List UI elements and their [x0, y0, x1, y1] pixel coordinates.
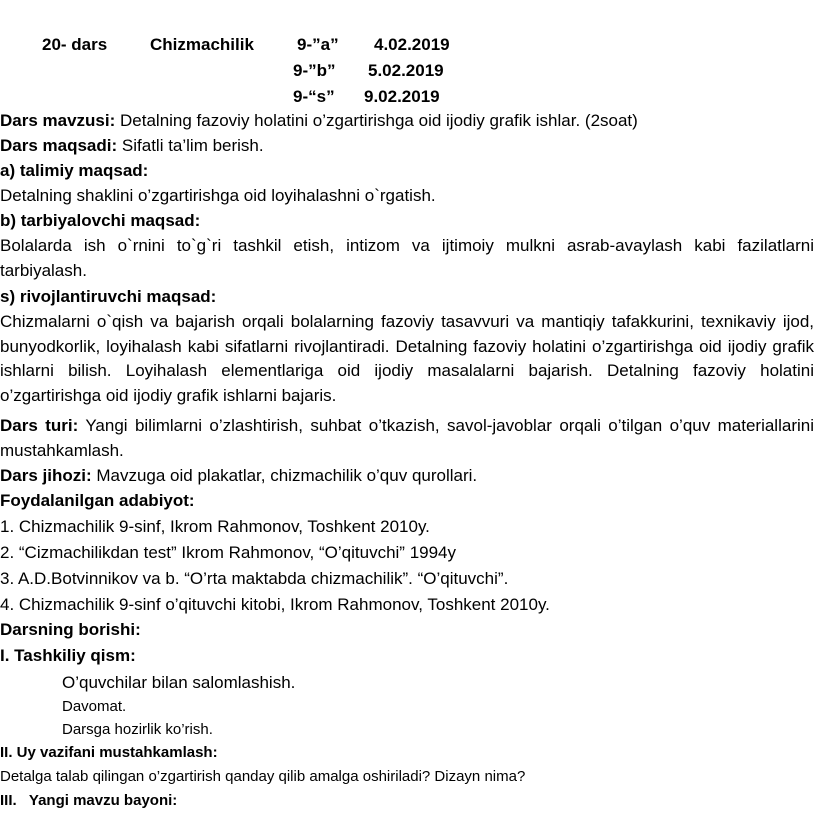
- lesson-number: 20- dars: [42, 35, 108, 54]
- educational-aim-text: Detalning shaklini o’zgartirishga oid loyihalashni o`rgatish.: [0, 186, 436, 205]
- literature-item: 4. Chizmachilik 9-sinf o’qituvchi kitobi, Ikrom Rahmonov, Toshkent 2010y.: [0, 595, 550, 614]
- educational-aim-heading: a) talimiy maqsad:: [0, 161, 149, 180]
- class-label: 9-“s”: [293, 87, 335, 106]
- type-label: Dars turi:: [0, 416, 79, 435]
- developmental-aim-heading: s) rivojlantiruvchi maqsad:: [0, 287, 217, 306]
- class-date: 5.02.2019: [368, 61, 444, 80]
- organizational-item: Davomat.: [62, 698, 127, 715]
- class-label: 9-”a”: [297, 35, 339, 54]
- aim-label: Dars maqsadi:: [0, 136, 118, 155]
- lesson-topic: [0, 110, 638, 132]
- topic-label: Dars mavzusi:: [0, 111, 116, 130]
- lesson-equipment: [0, 465, 477, 487]
- developmental-aim-text: Chizmalarni o`qish va bajarish orqali bolalarning fazoviy tasavvuri va mantiqiy tafakkurini, texnikaviy ijod, bunyodkorlik, loyihalash kabi sifatlarni rivojlantiradi. Detalning fazoviy holatini o’zgartirishga oid ijodiy grafik ishlarni bilish. Loyihalash elementlariga oid ijodiy masalalarni bajarish. Detalning fazoviy holatini o’zgartirishga oid ijodiy grafik ishlarni bajaris.: [0, 312, 814, 405]
- organizational-part-heading: I. Tashkiliy qism:: [0, 646, 136, 665]
- equipment-text: Mavzuga oid plakatlar, chizmachilik o’quv qurollari.: [91, 466, 478, 485]
- aim-text: Sifatli ta’lim berish.: [117, 136, 264, 155]
- equipment-label: Dars jihozi:: [0, 466, 92, 485]
- organizational-item: Darsga hozirlik ko’rish.: [62, 721, 213, 738]
- class-date: 9.02.2019: [364, 87, 440, 106]
- topic-text: Detalning fazoviy holatini o’zgartirishga oid ijodiy grafik ishlar. (2soat): [115, 111, 638, 130]
- homework-part-heading: II. Uy vazifani mustahkamlash:: [0, 744, 218, 761]
- procedure-heading: Darsning borishi:: [0, 620, 141, 639]
- lesson-type: [0, 414, 814, 463]
- literature-item: 3. A.D.Botvinnikov va b. “O’rta maktabda chizmachilik”. “O’qituvchi”.: [0, 569, 509, 588]
- upbringing-aim-text: Bolalarda ish o`rnini to`g`ri tashkil etish, intizom va ijtimoiy mulkni asrab-avaylash kabi fazilatlarni tarbiyalash.: [0, 236, 814, 280]
- literature-item: 2. “Cizmachilikdan test” Ikrom Rahmonov, “O’qituvchi” 1994y: [0, 543, 457, 562]
- subject-name: Chizmachilik: [150, 35, 254, 54]
- type-text: Yangi bilimlarni o’zlashtirish, suhbat o’tkazish, savol-javoblar orqali o’tilgan o’quv materiallarini mustahkamlash.: [0, 416, 814, 460]
- homework-part-text: Detalga talab qilingan o’zgartirish qanday qilib amalga oshiriladi? Dizayn nima?: [0, 768, 526, 785]
- lesson-aim: [0, 135, 264, 157]
- organizational-item: O’quvchilar bilan salomlashish.: [62, 673, 296, 692]
- new-topic-heading: III. Yangi mavzu bayoni:: [0, 792, 178, 809]
- literature-heading: Foydalanilgan adabiyot:: [0, 491, 195, 510]
- upbringing-aim-heading: b) tarbiyalovchi maqsad:: [0, 211, 201, 230]
- class-date: 4.02.2019: [374, 35, 450, 54]
- class-label: 9-”b”: [293, 61, 336, 80]
- literature-item: 1. Chizmachilik 9-sinf, Ikrom Rahmonov, Toshkent 2010y.: [0, 517, 430, 536]
